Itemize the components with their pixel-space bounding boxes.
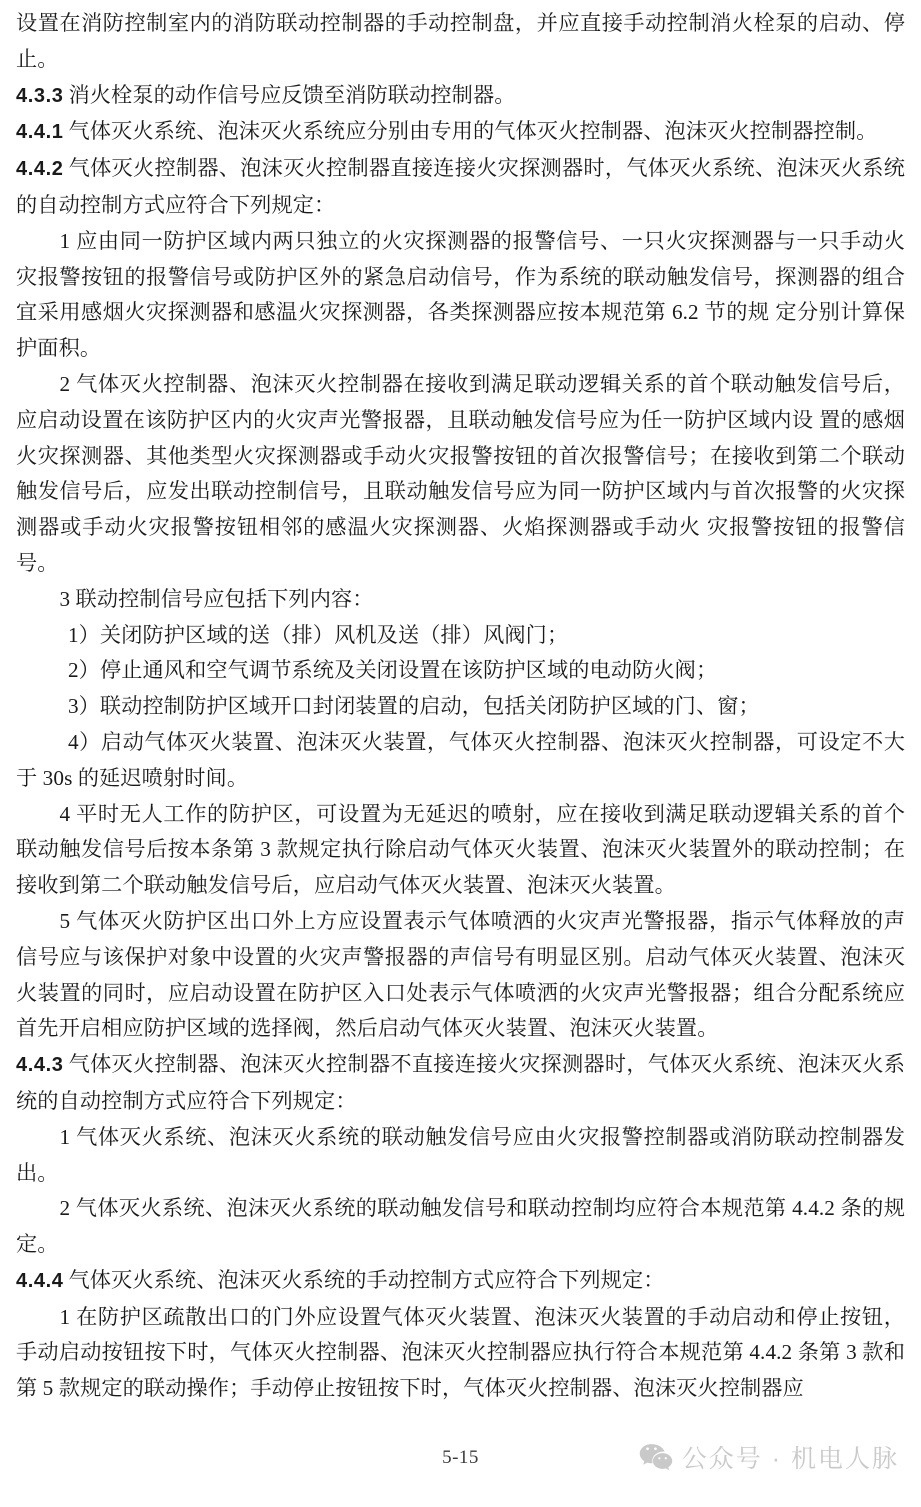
clause-4-4-3-item-2: 2 气体灭火系统、泡沫灭火系统的联动触发信号和联动控制均应符合本规范第 4.4.2 条的规定。 xyxy=(16,1196,905,1257)
clause-4-4-2-item-3-sub-2: 2）停止通风和空气调节系统及关闭设置在该防护区域的电动防火阀； xyxy=(67,658,718,683)
clause-4-4-2-item-3: 3 联动控制信号应包括下列内容： xyxy=(59,586,374,611)
clause-4-4-1 xyxy=(16,114,905,151)
watermark xyxy=(639,1439,899,1475)
clause-4-4-2-item-3-sub-4: 4）启动气体灭火装置、泡沫灭火装置，气体灭火控制器、泡沫灭火控制器，可设定不大于 30s 的延迟喷射时间。 xyxy=(16,729,905,790)
clause-number-4-4-4: 4.4.4 xyxy=(16,1269,64,1292)
clause-4-4-2-item-4: 4 平时无人工作的防护区，可设置为无延迟的喷射，应在接收到满足联动逻辑关系的首个联动触发信号后按本条第 3 款规定执行除启动气体灭火装置、泡沫灭火装置外的联动控制；在接收到第二个联动触发信号后，应启动气体灭火装置、泡沫灭火装置。 xyxy=(16,801,905,898)
clause-number-4-4-1: 4.4.1 xyxy=(16,121,64,144)
clause-text-4-4-3: 气体灭火控制器、泡沫灭火控制器不直接连接火灾探测器时，气体灭火系统、泡沫灭火系统的自动控制方式应符合下列规定： xyxy=(16,1052,905,1113)
clause-4-4-2-item-3-sub-3: 3）联动控制防护区域开口封闭装置的启动，包括关闭防护区域的门、窗； xyxy=(67,694,760,719)
clause-text-4-4-1: 气体灭火系统、泡沫灭火系统应分别由专用的气体灭火控制器、泡沫灭火控制器控制。 xyxy=(68,119,878,144)
clause-4-4-2-item-1: 1 应由同一防护区域内两只独立的火灾探测器的报警信号、一只火灾探测器与一只手动火灾报警按钮的报警信号或防护区外的紧急启动信号，作为系统的联动触发信号，探测器的组合宜采用感烟火灾探测器和感温火灾探测器，各类探测器应按本规范第 6.2 节的规 定分别计算保护面积。 xyxy=(16,228,905,361)
clause-text-4-3-3: 消火栓泵的动作信号应反馈至消防联动控制器。 xyxy=(68,82,516,107)
clause-number-4-4-2: 4.4.2 xyxy=(16,158,64,181)
clause-4-4-4-item-1: 1 在防护区疏散出口的门外应设置气体灭火装置、泡沫灭火装置的手动启动和停止按钮，手动启动按钮按下时，气体灭火控制器、泡沫灭火控制器应执行符合本规范第 4.4.2 条第 3 款和第 5 款规定的联动操作；手动停止按钮按下时，气体灭火控制器、泡沫灭火控制器应 xyxy=(16,1304,905,1401)
clause-4-4-4 xyxy=(16,1263,905,1300)
clause-4-4-2-item-3-sub-1: 1）关闭防护区域的送（排）风机及送（排）风阀门； xyxy=(67,622,569,647)
page-footer xyxy=(0,1439,921,1491)
clause-4-4-2 xyxy=(16,151,905,224)
clause-4-3-3 xyxy=(16,78,905,115)
clause-text-4-4-2: 气体灭火控制器、泡沫灭火控制器直接连接火灾探测器时，气体灭火系统、泡沫灭火系统的自动控制方式应符合下列规定： xyxy=(16,156,905,217)
clause-number-4-4-3: 4.4.3 xyxy=(16,1054,64,1077)
clause-number-4-3-3: 4.3.3 xyxy=(16,84,64,107)
watermark-text: 公众号 · 机电人脉 xyxy=(681,1445,899,1473)
clause-4-4-2-item-5: 5 气体灭火防护区出口外上方应设置表示气体喷洒的火灾声光警报器，指示气体释放的声信号应与该保护对象中设置的火灾声警报器的声信号有明显区别。启动气体灭火装置、泡沫灭火装置的同时，应启动设置在防护区入口处表示气体喷洒的火灾声光警报器；组合分配系统应首先开启相应防护区域的选择阀，然后启动气体灭火装置、泡沫灭火装置。 xyxy=(16,908,905,1041)
clause-4-4-2-item-2: 2 气体灭火控制器、泡沫灭火控制器在接收到满足联动逻辑关系的首个联动触发信号后，应启动设置在该防护区内的火灾声光警报器，且联动触发信号应为任一防护区域内设 置的感烟火灾探测器、其他类型火灾探测器或手动火灾报警按钮的首次报警信号；在接收到第二个联动触发信号后，应发出联动控制信号，且联动触发信号应为同一防护区域内与首次报警的火灾探测器或手动火灾报警按钮相邻的感温火灾探测器、火焰探测器或手动火 灾报警按钮的报警信号。 xyxy=(16,371,905,575)
clause-4-4-3 xyxy=(16,1047,905,1120)
page-number: 5-15 xyxy=(442,1447,479,1468)
page-body xyxy=(16,6,905,1407)
clause-text-4-4-4: 气体灭火系统、泡沫灭火系统的手动控制方式应符合下列规定： xyxy=(68,1267,665,1292)
carryover-paragraph: 设置在消防控制室内的消防联动控制器的手动控制盘，并应直接手动控制消火栓泵的启动、停止。 xyxy=(16,11,905,71)
wechat-icon xyxy=(639,1443,673,1471)
clause-4-4-3-item-1: 1 气体灭火系统、泡沫灭火系统的联动触发信号应由火灾报警控制器或消防联动控制器发出。 xyxy=(16,1124,905,1185)
